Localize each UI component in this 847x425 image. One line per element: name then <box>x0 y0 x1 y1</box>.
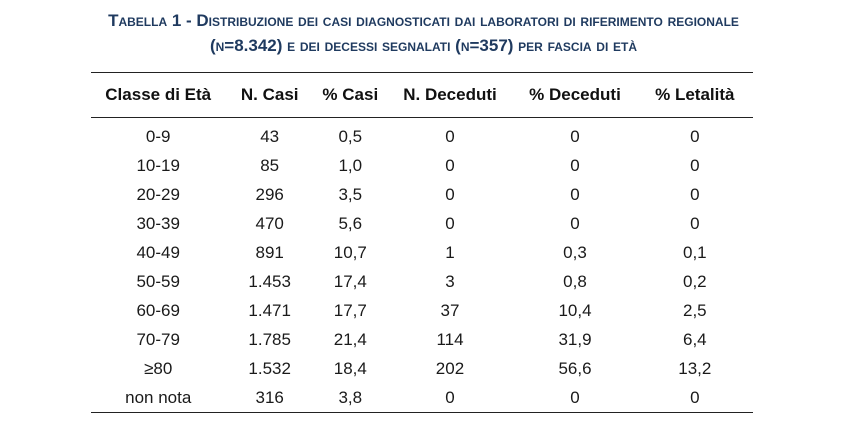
data-table-container <box>91 72 753 413</box>
cell-age-class: 70-79 <box>136 329 180 349</box>
table-row <box>91 267 753 296</box>
table-row <box>91 238 753 267</box>
cell-death-percent: 0 <box>513 383 636 413</box>
cell-case-percent: 17,7 <box>333 300 367 320</box>
cell-death-count: 114 <box>436 329 464 349</box>
cell-lethality: 0,1 <box>682 242 707 262</box>
table-row <box>91 118 753 152</box>
cell-death-percent: 0,3 <box>563 242 587 262</box>
cell-case-percent: 3,8 <box>314 383 387 413</box>
cell-age-class: 40-49 <box>136 242 180 262</box>
table-row <box>91 151 753 180</box>
cell-death-count: 37 <box>440 300 460 320</box>
cell-case-count: 1.785 <box>248 329 291 349</box>
cell-age-class: 0-9 <box>145 126 171 146</box>
header-case-percent: % Casi <box>314 73 387 118</box>
table-row <box>91 354 753 383</box>
cell-case-count: 470 <box>255 213 284 233</box>
cell-case-percent: 18,4 <box>333 358 367 378</box>
header-death-percent: % Deceduti <box>513 73 636 118</box>
cell-case-percent: 17,4 <box>333 271 367 291</box>
cell-death-count: 202 <box>435 358 465 378</box>
cell-case-percent: 10,7 <box>333 242 367 262</box>
age-distribution-table <box>91 72 753 413</box>
cell-case-count: 296 <box>255 184 284 204</box>
table-row <box>91 180 753 209</box>
cell-death-percent: 0 <box>570 184 580 204</box>
cell-age-class: 20-29 <box>136 184 180 204</box>
cell-death-percent: 0 <box>570 213 580 233</box>
header-lethality: % Letalità <box>637 73 753 118</box>
table-row <box>91 325 753 354</box>
header-case-count: N. Casi <box>225 73 314 118</box>
cell-case-percent: 1,0 <box>338 155 363 175</box>
cell-age-class: ≥80 <box>144 358 173 378</box>
cell-lethality: 0 <box>637 383 753 413</box>
cell-lethality: 13,2 <box>678 358 712 378</box>
table-header <box>91 73 753 118</box>
cell-death-percent: 0,8 <box>563 271 587 291</box>
cell-lethality: 0 <box>690 126 700 146</box>
cell-case-percent: 5,6 <box>338 213 363 233</box>
cell-case-count: 1.532 <box>248 358 291 378</box>
cell-death-count: 1 <box>445 242 455 262</box>
caption-line-1: Tabella 1 - Distribuzione dei casi diagnosticati dai laboratori di riferimento regionale <box>108 11 739 30</box>
table-row <box>91 383 753 413</box>
cell-death-percent: 0 <box>570 155 580 175</box>
cell-lethality: 0,2 <box>682 271 707 291</box>
cell-age-class: non nota <box>91 383 225 413</box>
table-body <box>91 118 753 413</box>
caption-line-2: (n=8.342) e dei decessi segnalati (n=357) per fascia di età <box>209 36 638 55</box>
cell-death-percent: 0 <box>570 126 580 146</box>
cell-lethality: 0 <box>690 184 700 204</box>
cell-lethality: 6,4 <box>682 329 707 349</box>
cell-death-count: 0 <box>445 213 455 233</box>
cell-lethality: 2,5 <box>682 300 707 320</box>
table-caption <box>0 8 847 58</box>
cell-lethality: 0 <box>690 213 700 233</box>
cell-case-count: 1.471 <box>248 300 291 320</box>
cell-case-count: 891 <box>255 242 284 262</box>
cell-age-class: 60-69 <box>136 300 180 320</box>
cell-lethality: 0 <box>690 155 700 175</box>
table-row <box>91 209 753 238</box>
cell-case-percent: 3,5 <box>338 184 363 204</box>
header-row <box>91 73 753 118</box>
cell-case-count: 43 <box>260 126 280 146</box>
cell-case-percent: 21,4 <box>333 329 367 349</box>
table-row <box>91 296 753 325</box>
cell-death-count: 0 <box>445 126 455 146</box>
cell-death-count: 3 <box>445 271 455 291</box>
cell-age-class: 50-59 <box>136 271 180 291</box>
cell-case-count: 1.453 <box>248 271 291 291</box>
cell-death-count: 0 <box>445 184 455 204</box>
header-age-class: Classe di Età <box>91 73 225 118</box>
cell-age-class: 30-39 <box>136 213 180 233</box>
cell-death-count: 0 <box>445 155 455 175</box>
cell-death-percent: 10,4 <box>558 300 592 320</box>
cell-age-class: 10-19 <box>136 155 180 175</box>
cell-case-count: 316 <box>225 383 314 413</box>
cell-death-percent: 31,9 <box>558 329 592 349</box>
cell-death-percent: 56,6 <box>558 358 592 378</box>
cell-case-percent: 0,5 <box>338 126 363 146</box>
cell-death-count: 0 <box>387 383 514 413</box>
header-death-count: N. Deceduti <box>387 73 514 118</box>
cell-case-count: 85 <box>260 155 280 175</box>
